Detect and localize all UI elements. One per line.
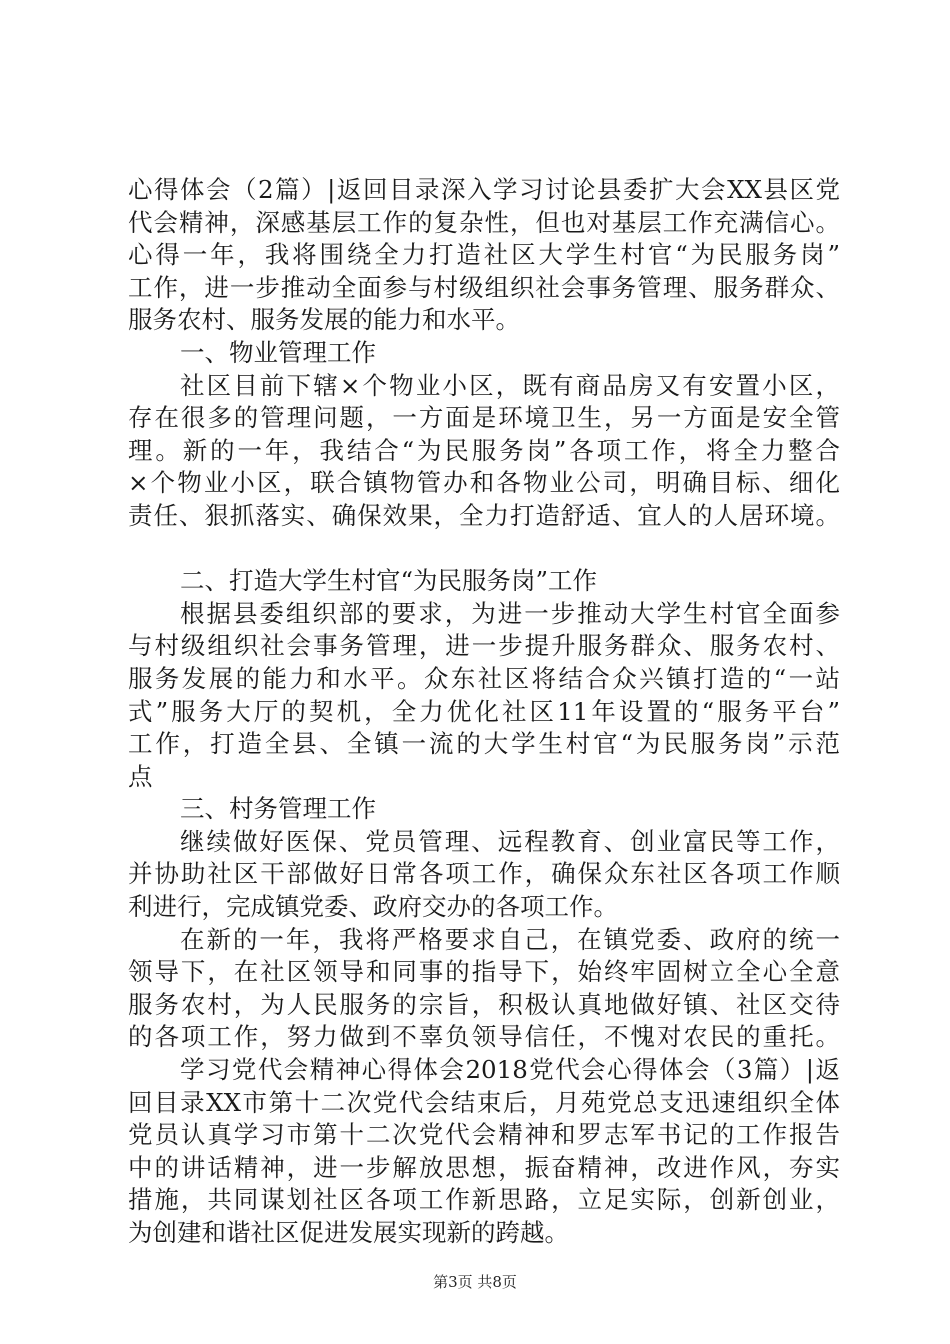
text-line: 的各项工作，努力做到不辜负领导信任，不愧对农民的重托。	[128, 1022, 840, 1052]
section-heading-3: 三、村务管理工作	[180, 794, 376, 824]
text-line: 式”服务大厅的契机，全力优化社区11年设置的“服务平台”	[128, 696, 840, 726]
document-body	[128, 174, 840, 1250]
text-line: 心得一年，我将围绕全力打造社区大学生村官“为民服务岗”	[128, 240, 840, 270]
text-line: 回目录XX市第十二次党代会结束后，月苑党总支迅速组织全体	[128, 1087, 840, 1117]
text-line: 与村级组织社会事务管理，进一步提升服务群众、服务农村、	[128, 631, 840, 661]
text-line: 工作，进一步推动全面参与村级组织社会事务管理、服务群众、	[128, 272, 840, 302]
text-line: 继续做好医保、党员管理、远程教育、创业富民等工作，	[180, 826, 840, 856]
text-line: 党员认真学习市第十二次党代会精神和罗志军书记的工作报告	[128, 1120, 840, 1150]
text-line: 服务农村，为人民服务的宗旨，积极认真地做好镇、社区交待	[128, 989, 840, 1019]
text-line: 理。新的一年，我结合“为民服务岗”各项工作，将全力整合	[128, 435, 840, 465]
text-line: 存在很多的管理问题，一方面是环境卫生，另一方面是安全管	[128, 403, 840, 433]
text-line: 社区目前下辖×个物业小区，既有商品房又有安置小区，	[180, 370, 840, 400]
text-line: 领导下，在社区领导和同事的指导下，始终牢固树立全心全意	[128, 957, 840, 987]
text-line: 措施，共同谋划社区各项工作新思路，立足实际，创新创业，	[128, 1185, 840, 1215]
text-line: 学习党代会精神心得体会2018党代会心得体会（3篇）|返	[180, 1055, 840, 1085]
text-line: 服务发展的能力和水平。众东社区将结合众兴镇打造的“一站	[128, 663, 840, 693]
text-line: 利进行，完成镇党委、政府交办的各项工作。	[128, 892, 618, 922]
section-heading-2: 二、打造大学生村官“为民服务岗”工作	[180, 566, 598, 596]
text-line: 根据县委组织部的要求，为进一步推动大学生村官全面参	[180, 598, 840, 628]
text-line: 中的讲话精神，进一步解放思想，振奋精神，改进作风，夯实	[128, 1152, 840, 1182]
section-heading-1: 一、物业管理工作	[180, 337, 376, 367]
text-line: 并协助社区干部做好日常各项工作，确保众东社区各项工作顺	[128, 859, 840, 889]
text-line: 点	[128, 761, 153, 791]
paragraph-gap	[128, 533, 840, 566]
page-footer: 第3页 共8页	[433, 1273, 517, 1291]
text-line: 代会精神，深感基层工作的复杂性，但也对基层工作充满信心。	[128, 207, 840, 237]
text-line: 责任、狠抓落实、确保效果，全力打造舒适、宜人的人居环境。	[128, 500, 840, 530]
text-line: ×个物业小区，联合镇物管办和各物业公司，明确目标、细化	[128, 468, 840, 498]
text-line: 服务农村、服务发展的能力和水平。	[128, 305, 520, 335]
text-line: 为创建和谐社区促进发展实现新的跨越。	[128, 1218, 569, 1247]
text-line: 在新的一年，我将严格要求自己，在镇党委、政府的统一	[180, 924, 840, 954]
text-line: 工作，打造全县、全镇一流的大学生村官“为民服务岗”示范	[128, 729, 840, 759]
text-line: 心得体会（2篇）|返回目录深入学习讨论县委扩大会XX县区党	[128, 175, 840, 204]
